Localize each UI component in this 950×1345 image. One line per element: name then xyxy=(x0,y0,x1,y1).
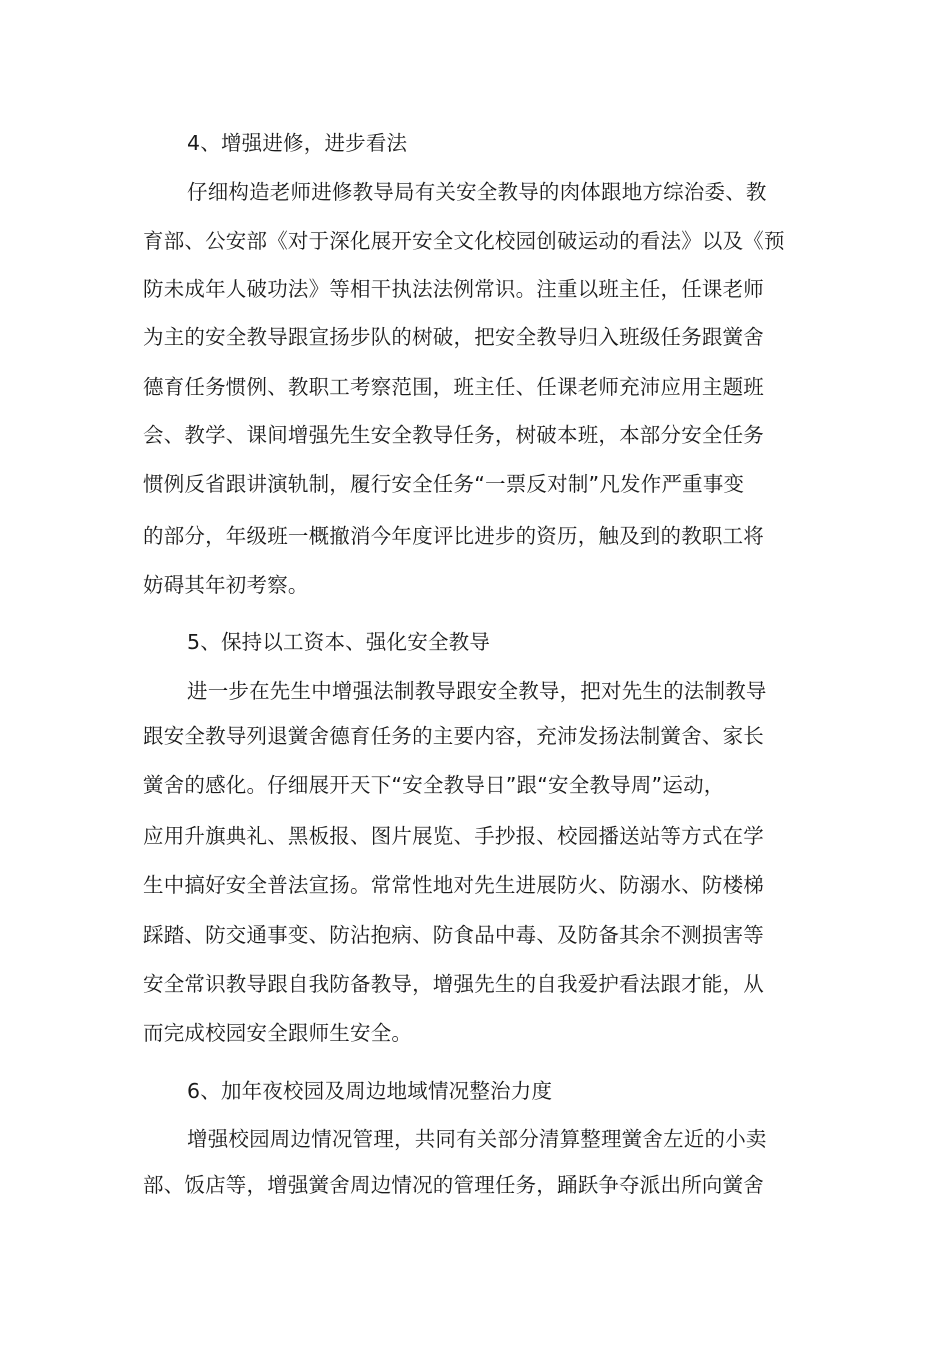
paragraph-line: 安全常识教导跟自我防备教导，增强先生的自我爱护看法跟才能，从 xyxy=(143,972,764,996)
paragraph-line: 为主的安全教导跟宣扬步队的树破，把安全教导归入班级任务跟黉舍 xyxy=(143,325,764,349)
paragraph-line: 进一步在先生中增强法制教导跟安全教导，把对先生的法制教导 xyxy=(187,679,767,703)
paragraph-line: 妨碍其年初考察。 xyxy=(143,573,309,597)
paragraph-line: 增强校园周边情况管理，共同有关部分清算整理黉舍左近的小卖 xyxy=(187,1127,767,1151)
paragraph-line: 育部、公安部《对于深化展开安全文化校园创破运动的看法》以及《预 xyxy=(143,229,785,253)
paragraph-line: 跟安全教导列退黉舍德育任务的主要内容，充沛发扬法制黉舍、家长 xyxy=(143,724,764,748)
paragraph-line: 德育任务惯例、教职工考察范围，班主任、任课老师充沛应用主题班 xyxy=(143,375,764,399)
paragraph-line: 会、教学、课间增强先生安全教导任务，树破本班，本部分安全任务 xyxy=(143,423,764,447)
paragraph-line: 的部分，年级班一概撤消今年度评比进步的资历，触及到的教职工将 xyxy=(143,524,764,548)
paragraph-line: 惯例反省跟讲演轨制，履行安全任务“一票反对制”凡发作严重事变 xyxy=(143,472,745,496)
paragraph-line: 防未成年人破功法》等相干执法法例常识。注重以班主任，任课老师 xyxy=(143,277,764,301)
paragraph-line: 黉舍的感化。仔细展开天下“安全教导日”跟“安全教导周”运动， xyxy=(143,773,725,797)
paragraph-line: 踩踏、防交通事变、防沾抱病、防食品中毒、及防备其余不测损害等 xyxy=(143,923,764,947)
paragraph-line: 部、饭店等，增强黉舍周边情况的管理任务，踊跃争夺派出所向黉舍 xyxy=(143,1173,764,1197)
paragraph-line: 仔细构造老师进修教导局有关安全教导的肉体跟地方综治委、教 xyxy=(187,180,767,204)
paragraph-line: 而完成校园安全跟师生安全。 xyxy=(143,1021,413,1045)
section-heading: 6、加年夜校园及周边地域情况整治力度 xyxy=(187,1079,553,1103)
section-heading: 4、增强进修，进步看法 xyxy=(187,131,408,155)
paragraph-line: 应用升旗典礼、黑板报、图片展览、手抄报、校园播送站等方式在学 xyxy=(143,824,764,848)
section-heading: 5、保持以工资本、强化安全教导 xyxy=(187,630,491,654)
paragraph-line: 生中搞好安全普法宣扬。常常性地对先生进展防火、防溺水、防楼梯 xyxy=(143,873,764,897)
